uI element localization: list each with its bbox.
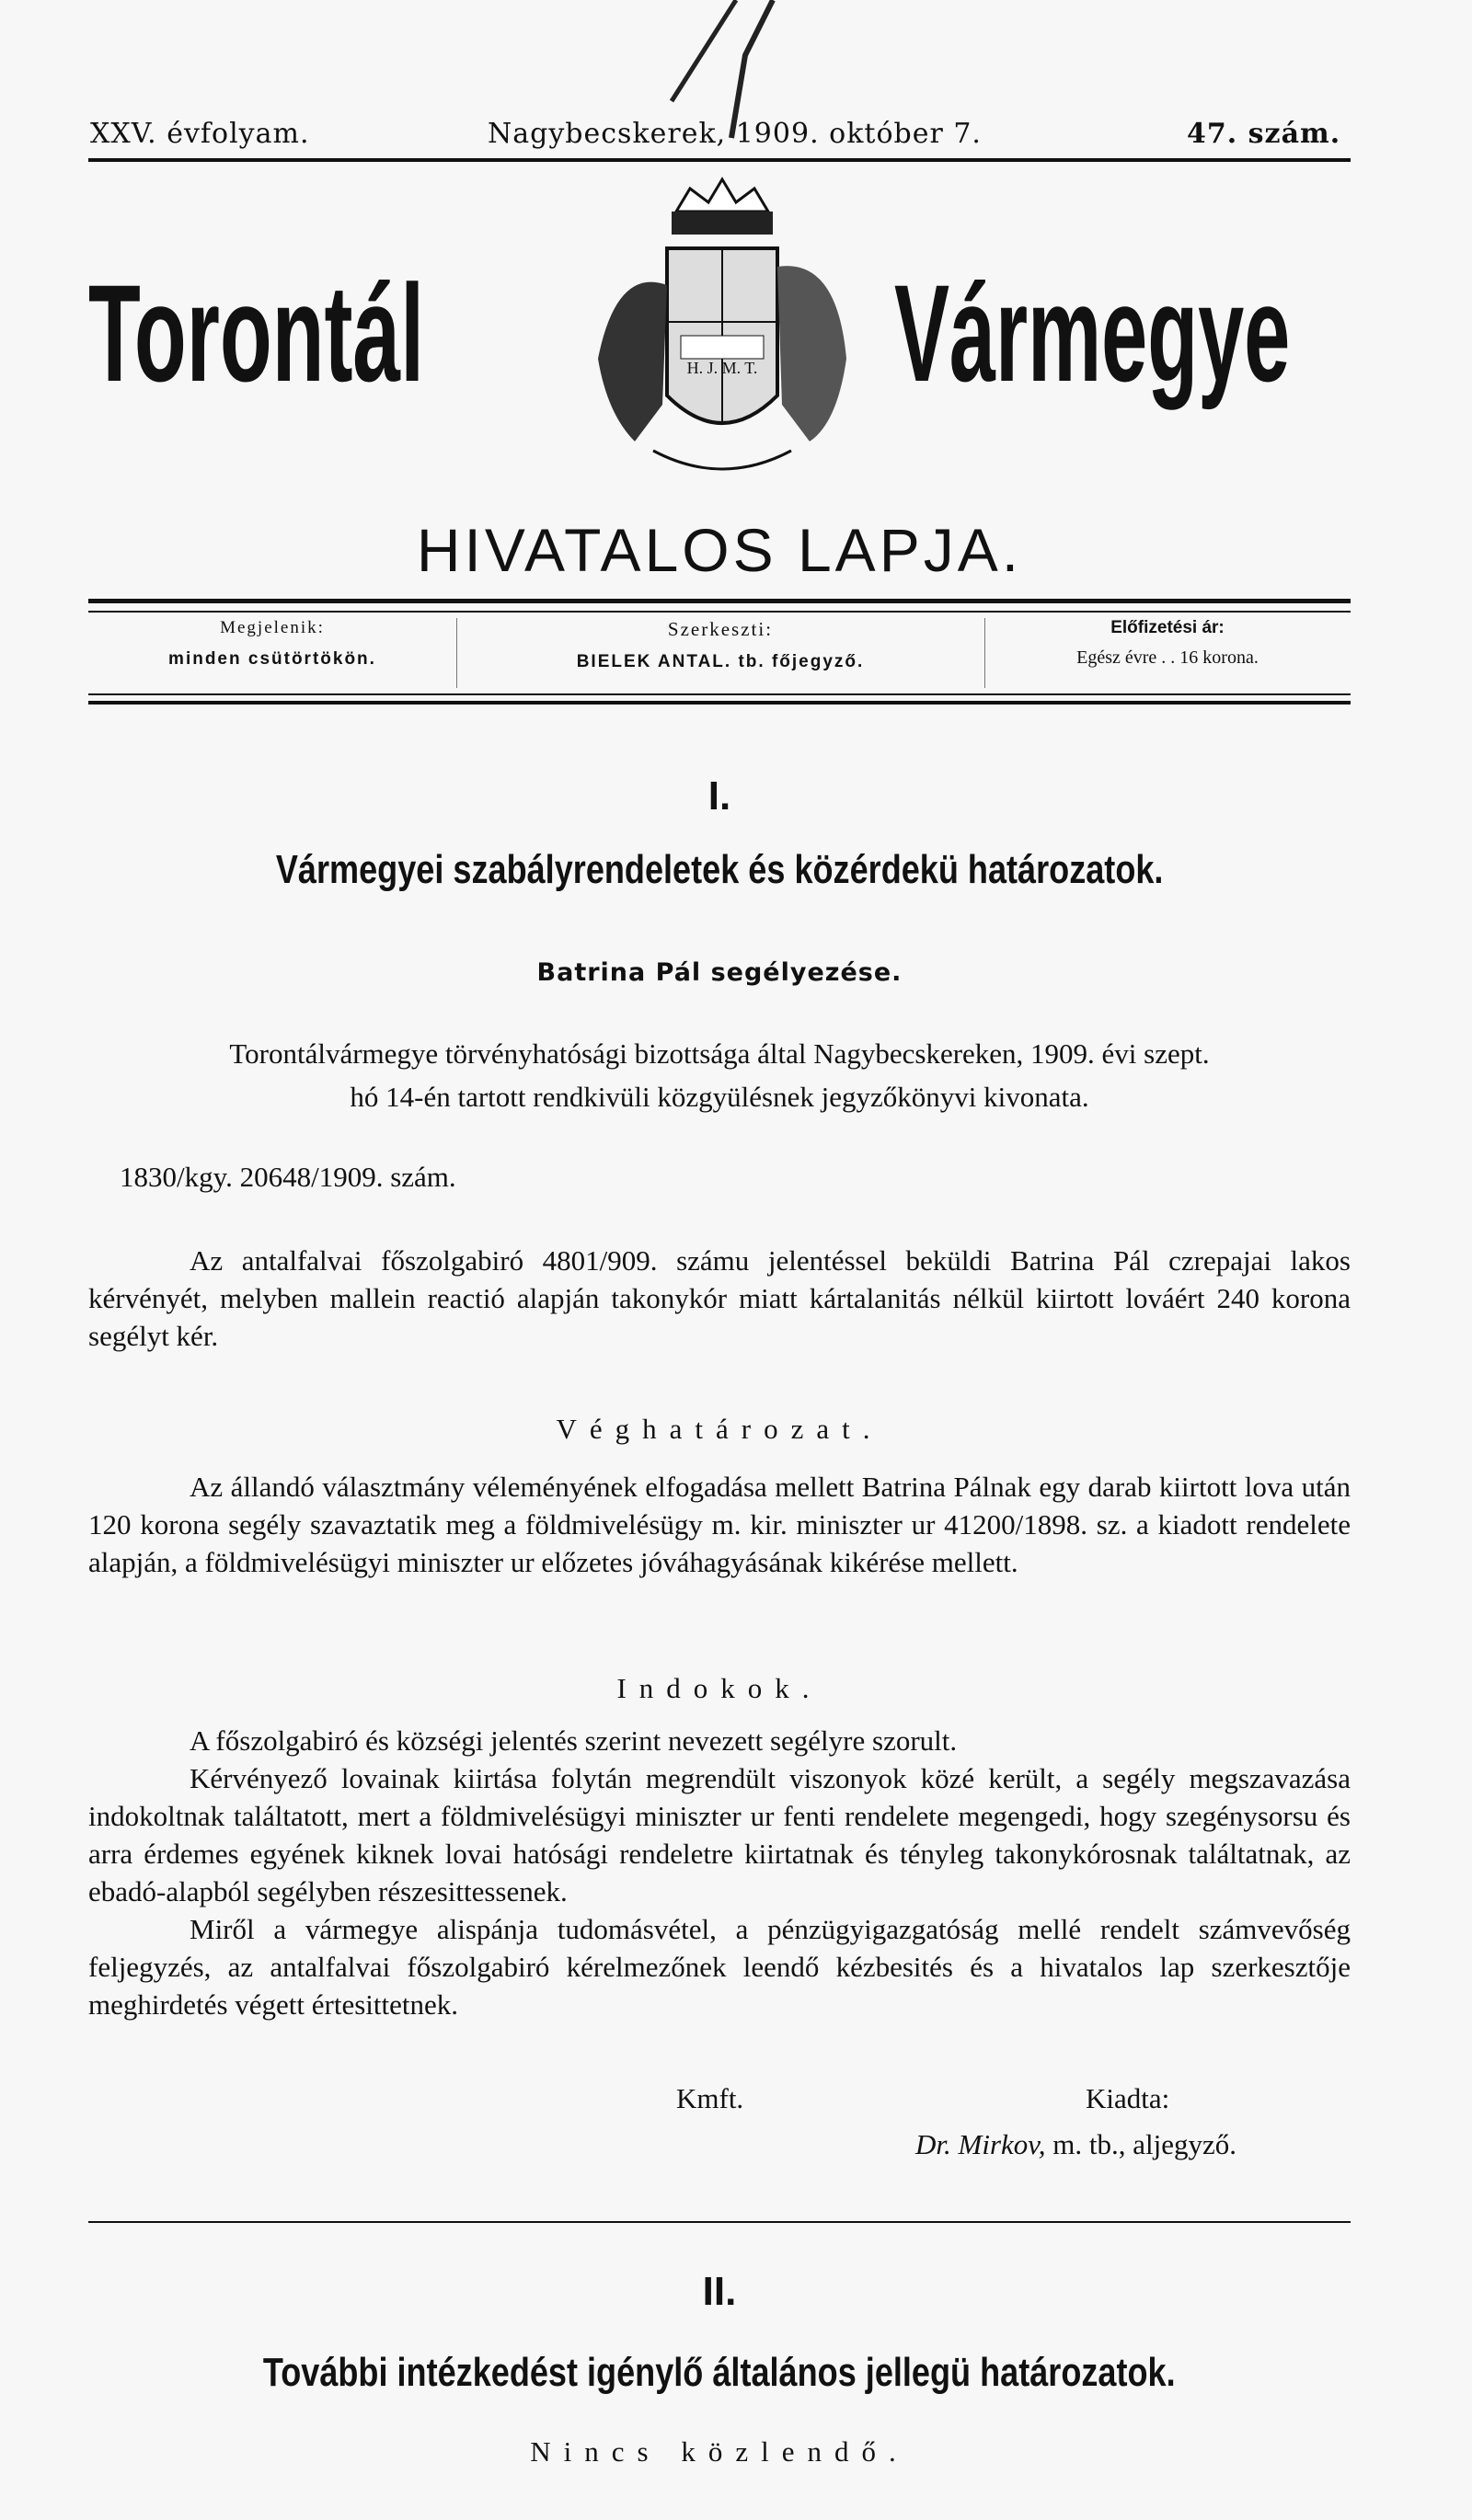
divider xyxy=(88,2221,1351,2223)
issued-by: Kiadta: xyxy=(1086,2082,1170,2114)
section-heading-text: További intézkedést igénylő általános jellegü határozatok. xyxy=(263,2350,1176,2395)
coat-of-arms-icon xyxy=(561,175,883,497)
intro-line: hó 14-én tartott rendkivüli közgyülésnek jegyzőkönyvi kivonata. xyxy=(350,1081,1089,1113)
section-heading-text: Vármegyei szabályrendeletek és közérdekü határozatok. xyxy=(275,847,1164,892)
section-numeral xyxy=(88,2268,1351,2315)
paragraph xyxy=(88,1468,1351,1581)
info-publication xyxy=(88,618,456,688)
note: Nincs közlendő. xyxy=(530,2435,909,2468)
intro xyxy=(88,1032,1351,1118)
divider xyxy=(88,158,1351,162)
reference-number: 1830/kgy. 20648/1909. szám. xyxy=(120,1161,456,1193)
title-left xyxy=(88,256,630,410)
info-editor xyxy=(456,618,984,688)
decision-title: Véghatározat. xyxy=(556,1413,883,1445)
place-date: Nagybecskerek, 1909. október 7. xyxy=(488,118,982,150)
info-value: Egész évre . . 16 korona. xyxy=(1076,647,1259,668)
paragraph-text: Az antalfalvai főszolgabiró 4801/909. számu jelentéssel beküldi Batrina Pál czrepajai lakos kérvényét, melyben mallein reactió alapján takonykór miatt kártalanitás nélkül kiirtott lováért 240 korona segélyt kér. xyxy=(88,1244,1351,1352)
subtitle: HIVATALOS LAPJA. xyxy=(416,516,1023,584)
signature-name: Dr. Mirkov, xyxy=(915,2128,1046,2160)
section-heading xyxy=(88,2349,1351,2404)
title-left-text: Torontál xyxy=(88,256,425,410)
kmft: Kmft. xyxy=(676,2082,744,2114)
reasons xyxy=(88,1722,1351,2023)
section-numeral-text: I. xyxy=(707,773,731,819)
volume: XXV. évfolyam. xyxy=(90,118,310,150)
paragraph-text: Kérvényező lovainak kiirtása folytán megrendült viszonyok közé került, a segély megszavazása indokoltnak találtatott, mert a földmivelésügyi miniszter ur fenti rendelete megengedi, hogy szegénysorsu és arra érdemes egyének kiknek lovai hatósági rendeletre kiirtatnak és tényleg takonykórosnak találtatnak, az ebadó-alapból segélyben részesittessenek. xyxy=(88,1762,1351,1907)
divider xyxy=(88,693,1351,695)
paragraph-text: A főszolgabiró és községi jelentés szerint nevezett segélyre szorult. xyxy=(190,1724,958,1757)
crest-text: H. J. M. T. xyxy=(686,359,758,377)
divider xyxy=(88,701,1351,704)
paragraph xyxy=(88,1242,1351,1355)
info-label: Megjelenik: xyxy=(220,618,325,637)
section-numeral xyxy=(88,773,1351,819)
info-label: Előfizetési ár: xyxy=(1110,618,1225,637)
divider xyxy=(88,599,1351,603)
paragraph-text: Miről a vármegye alispánja tudomásvétel, a pénzügyigazgatóság mellé rendelt számvevőség feljegyzés, az antalfalvai főszolgabiró kérelmezőnek leendő kézbesités és a hivatalos lap szerkesztője meghirdetés végett értesittetnek. xyxy=(88,1913,1351,2021)
reasons-title: Indokok. xyxy=(616,1672,822,1704)
info-label: Szerkeszti: xyxy=(667,618,774,640)
title-right xyxy=(894,256,1472,410)
section-heading xyxy=(88,846,1351,901)
title-right-text: Vármegye xyxy=(894,256,1291,410)
paragraph-text: Az állandó választmány véleményének elfogadása mellett Batrina Pálnak egy darab kiirtott lova után 120 korona segély szavaztatik meg a földmivelésügy m. kir. miniszter ur 41200/1898. sz. a kiadott rendelete alapján, a földmivelésügyi miniszter ur előzetes jóváhagyásának kikérése mellett. xyxy=(88,1471,1351,1578)
divider xyxy=(88,611,1351,613)
section-numeral-text: II. xyxy=(702,2269,737,2314)
signature xyxy=(915,2128,1236,2161)
info-value: BIELEK ANTAL. tb. főjegyző. xyxy=(576,652,865,671)
info-subscription xyxy=(984,618,1351,688)
info-value: minden csütörtökön. xyxy=(168,649,376,669)
intro-line: Torontálvármegye törvényhatósági bizottsága által Nagybecskereken, 1909. évi szept. xyxy=(229,1037,1210,1070)
issue-number: 47. szám. xyxy=(1187,118,1341,150)
subheading: Batrina Pál segélyezése. xyxy=(536,958,903,987)
signature-title: m. tb., aljegyző. xyxy=(1052,2128,1236,2160)
